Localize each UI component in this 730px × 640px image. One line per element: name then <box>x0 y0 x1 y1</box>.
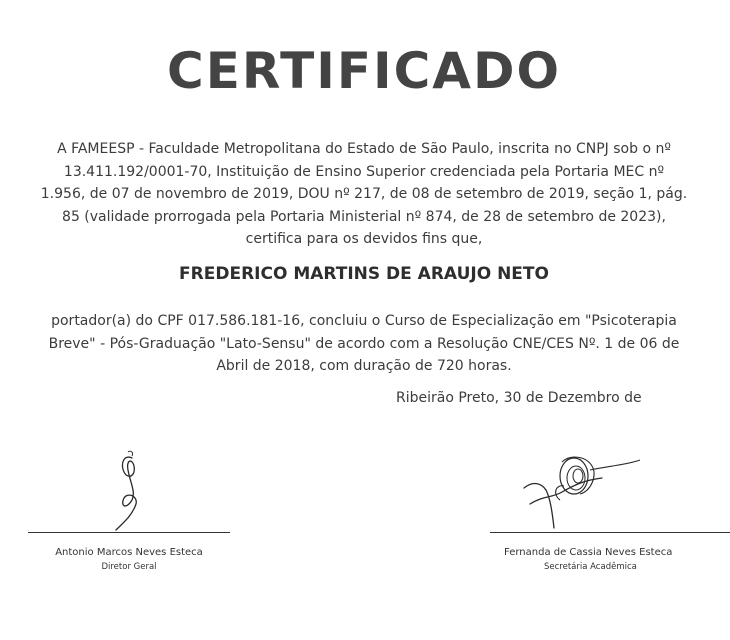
signature-line <box>490 532 730 533</box>
signature-line <box>28 532 230 533</box>
signer-role: Diretor Geral <box>101 562 157 572</box>
signer-role: Secretária Acadêmica <box>544 562 637 572</box>
place-date: Ribeirão Preto, 30 de Dezembro de <box>396 390 642 406</box>
handwritten-signature-secretary <box>490 440 730 532</box>
intro-line: 1.956, de 07 de novembro de 2019, DOU nº 217, de 08 de setembro de 2019, seção 1, pág. <box>40 186 688 202</box>
signature-block-director <box>28 440 230 572</box>
completion-line: Abril de 2018, com duração de 720 horas. <box>216 358 512 374</box>
certificate-title: CERTIFICADO <box>167 42 561 100</box>
intro-line: 85 (validade prorrogada pela Portaria Ministerial nº 874, de 28 de setembro de 2023), <box>62 208 666 225</box>
handwritten-signature-director <box>28 440 230 532</box>
completion-line: Breve" - Pós-Graduação "Lato-Sensu" de acordo com a Resolução CNE/CES Nº. 1 de 06 de <box>48 335 680 352</box>
intro-paragraph <box>0 138 728 251</box>
signature-block-secretary <box>490 440 730 572</box>
recipient-name: FREDERICO MARTINS DE ARAUJO NETO <box>179 264 549 284</box>
intro-line: 13.411.192/0001-70, Instituição de Ensino Superior credenciada pela Portaria MEC nº <box>63 163 665 180</box>
completion-line: portador(a) do CPF 017.586.181-16, concluiu o Curso de Especialização em "Psicoterapia <box>51 313 677 329</box>
intro-line: certifica para os devidos fins que, <box>245 231 483 247</box>
signer-name: Fernanda de Cassia Neves Esteca <box>504 547 673 558</box>
completion-paragraph <box>0 310 728 378</box>
signer-name: Antonio Marcos Neves Esteca <box>55 547 203 558</box>
intro-line: A FAMEESP - Faculdade Metropolitana do Estado de São Paulo, inscrita no CNPJ sob o nº <box>57 141 671 157</box>
